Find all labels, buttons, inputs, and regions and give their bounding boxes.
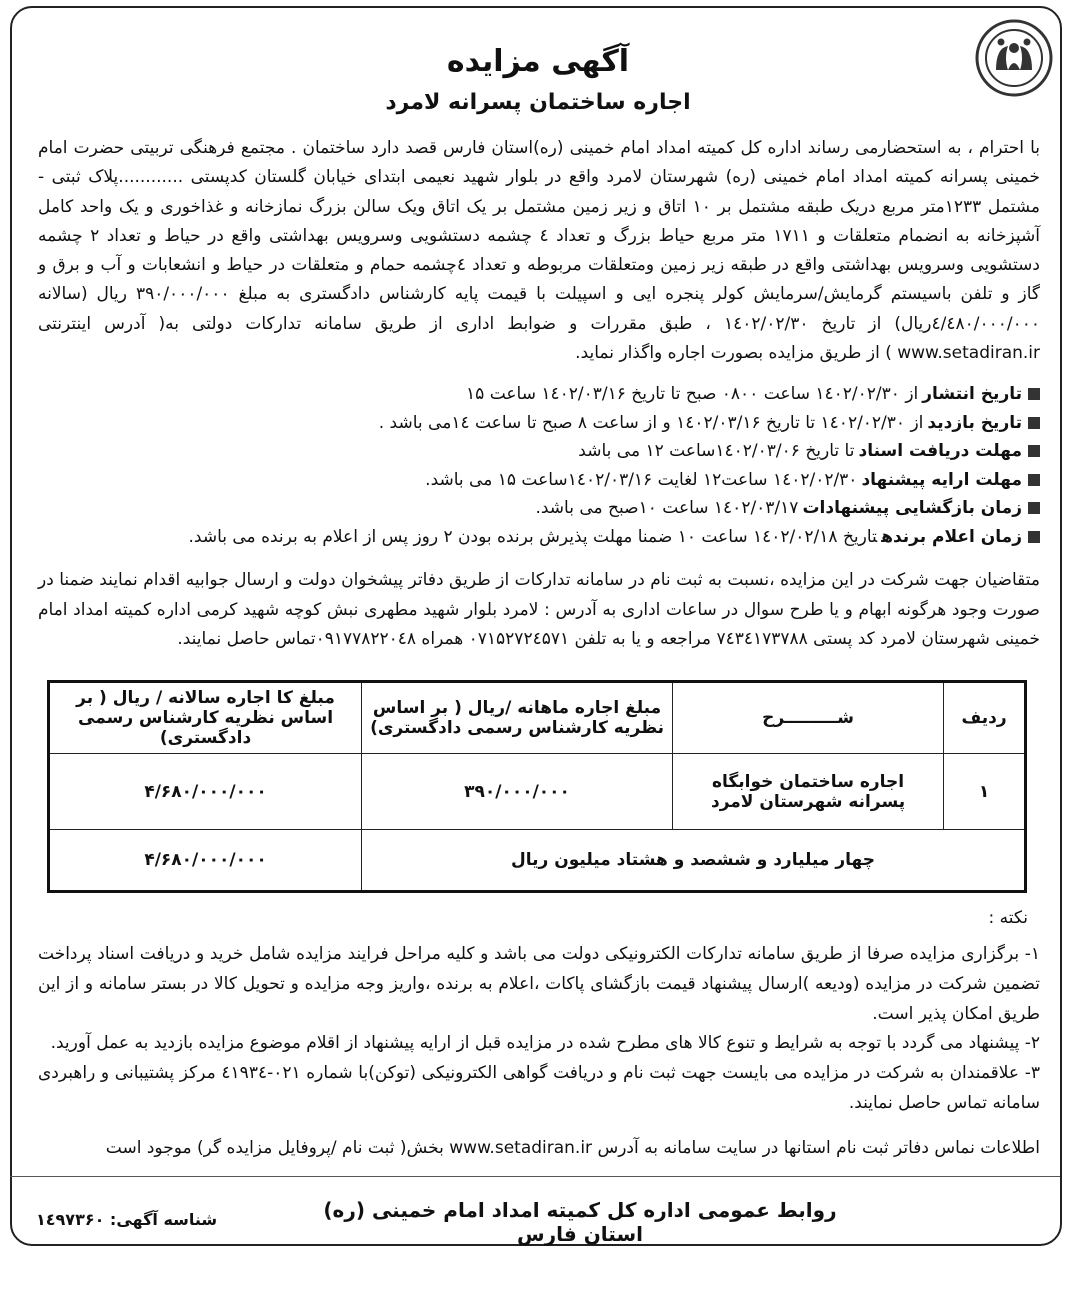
ad-title: آگهی مزایده	[446, 44, 630, 79]
notes-heading: نکته :	[988, 908, 1028, 928]
notes-list	[38, 940, 1040, 1119]
table-header-row	[49, 682, 1026, 754]
bullet-square-icon	[1028, 417, 1040, 429]
cell-total-annual: ۴/۶۸۰/۰۰۰/۰۰۰	[49, 830, 362, 892]
schedule-list	[38, 380, 1040, 551]
table-row	[49, 754, 1026, 830]
cell-monthly: ۳۹۰/۰۰۰/۰۰۰	[362, 754, 673, 830]
table-total-row	[49, 830, 1026, 892]
cell-total-words: چهار میلیارد و ششصد و هشتاد میلیون ریال	[362, 830, 1026, 892]
bullet-square-icon	[1028, 502, 1040, 514]
bullet-square-icon	[1028, 474, 1040, 486]
schedule-item-publish: تاریخ انتشاراز ۱٤۰۲/۰۲/۳۰ ساعت ۰۸۰۰ صبح تا تاریخ ۱٤۰۲/۰۳/۱۶ ساعت ۱۵	[38, 380, 1040, 409]
footer-organization: روابط عمومی اداره کل کمیته امداد امام خمینی (ره) استان فارس	[323, 1198, 837, 1246]
applicants-paragraph: متقاضیان جهت شرکت در این مزایده ،نسبت به ثبت نام در سامانه تدارکات از طریق دفاتر پیشخوان دولت و ارسال جوابیه اقدام نمایند ضمنا در صورت وجود هرگونه ابهام و یا طرح سوال در ساعات اداری به آدرس : لامرد بلوار شهید مطهری نبش کوچه شهید کرمی اداره کمیته امداد امام خمینی شهرستان لامرد کد پستی ۷٤۳٤۱۷۳۷۸۸ مراجعه و یا به تلفن ۰۷۱۵۲۷۲٤۵۷۱ همراه ۰۹۱۷۷۸۲۲۰٤۸تماس حاصل نمایند.	[38, 570, 1040, 649]
bullet-square-icon	[1028, 445, 1040, 457]
note-item: ۲- پیشنهاد می گردد با توجه به شرایط و تنوع کالا های مطرح شده در مزایده قبل از ارایه پیشنهاد از اقلام موضوع مزایده بازدید به عمل آورید.	[50, 1033, 1040, 1054]
cell-row-number: ۱	[944, 754, 1026, 830]
cell-annual: ۴/۶۸۰/۰۰۰/۰۰۰	[49, 754, 362, 830]
note-item: ۳- علاقمندان به شرکت در مزایده می بایست جهت ثبت نام و دریافت گواهی الکترونیکی (توکن)با شماره ۰۲۱-٤۱۹۳٤ مرکز پشتیبانی و راهبردی سامانه تماس حاصل نمایند.	[38, 1063, 1041, 1113]
col-header-row-number: ردیف	[944, 682, 1026, 754]
schedule-item-bid-deadline: مهلت ارایه پیشنهاد۱٤۰۲/۰۲/۳۰ ساعت۱۲ لغایت ۱٤۰۲/۰۳/۱۶ساعت ۱۵ می باشد.	[38, 466, 1040, 495]
rent-table	[47, 680, 1027, 893]
schedule-item-opening: زمان بازگشایی پیشنهادات۱٤۰۲/۰۳/۱۷ ساعت ۱۰صبح می باشد.	[38, 494, 1040, 523]
schedule-item-visit: تاریخ بازدیداز ۱٤۰۲/۰۲/۳۰ تا تاریخ ۱٤۰۲/۰۳/۱۶ و از ساعت ۸ صبح تا ساعت ۱٤می باشد .	[38, 409, 1040, 438]
bullet-square-icon	[1028, 531, 1040, 543]
bullet-square-icon	[1028, 388, 1040, 400]
schedule-item-documents-deadline: مهلت دریافت اسنادتا تاریخ ۱٤۰۲/۰۳/۰۶ساعت ۱۲ می باشد	[38, 437, 1040, 466]
schedule-item-winner: زمان اعلام برندهتاریخ ۱٤۰۲/۰۲/۱۸ ساعت ۱۰ ضمنا مهلت پذیرش برنده بودن ۲ روز پس از اعلام به برنده می باشد.	[38, 523, 1040, 552]
note-item: ۱- برگزاری مزایده صرفا از طریق سامانه تدارکات الکترونیکی دولت می باشد و کلیه مراحل فرایند مزایده شامل خرید و دریافت اسناد پرداخت تضمین شرکت در مزایده (ودیعه )ارسال پیشنهاد قیمت بازگشای پاکات ،اعلام به برنده ،واریز وجه مزایده و تحویل کالا در بستر سامانه و از این طریق امکان پذیر است.	[38, 944, 1040, 1024]
col-header-description: شـــــــــرح	[673, 682, 944, 754]
closing-paragraph: اطلاعات نماس دفاتر ثبت نام استانها در سایت سامانه به آدرس www.setadiran.ir بخش( ثبت نام /پروفایل مزایده گر) موجود است	[105, 1138, 1040, 1158]
col-header-monthly: مبلغ اجاره ماهانه /ریال ( بر اساس نظریه کارشناس رسمی دادگستری)	[362, 682, 673, 754]
cell-description: اجاره ساختمان خوابگاه پسرانه شهرستان لامرد	[673, 754, 944, 830]
ad-subtitle: اجاره ساختمان پسرانه لامرد	[385, 90, 691, 115]
intro-paragraph: با احترام ، به استحضارمی رساند اداره کل کمیته امداد امام خمینی (ره)استان فارس قصد دارد ساختمان . مجتمع فرهنگی تربیتی حضرت امام خمینی پسرانه کمیته امداد امام خمینی (ره) شهرستان لامرد واقع در بلوار شهید نعیمی ابتدای خیابان گلستان کدپستی ............پلاک ثبتی - مشتمل ۱۲۳۳متر مربع دریک طبقه مشتمل بر ۱۰ اتاق و زیر زمین مشتمل بر یک اتاق ویک سالن بزرگ نمازخانه و غذاخوری و یک واحد کامل آشپزخانه به انضمام متعلقات و ۱۷۱۱ متر مربع حیاط بزرگ و تعداد ٤ چشمه دستشویی وسرویس بهداشتی واقع در حیاط و تعداد ۲ چشمه دستشویی وسرویس بهداشتی واقع در طبقه زیر زمین ومتعلقات مربوطه و تعداد ٤چشمه حمام و متعلقات در حیاط و انشعابات و آب و برق و گاز و تلفن باسیستم گرمایش/سرمایش کولر پنجره ایی و اسپیلت با قیمت پایه کارشناس دادگستری به مبلغ ۳۹۰/۰۰۰/۰۰۰ ریال (سالانه ٤/٤۸۰/۰۰۰/۰۰۰ریال) از تاریخ ۱٤۰۲/۰۲/۳۰ ، طبق مقررات و ضوابط اداری از طریق سامانه تدارکات دولتی به( آدرس اینترنتی www.setadiran.ir ) از طریق مزایده بصورت اجاره واگذار نماید.	[38, 138, 1040, 364]
footer-divider	[10, 1176, 1060, 1177]
col-header-annual: مبلغ کا اجاره سالانه / ریال ( بر اساس نظریه کارشناس رسمی دادگستری)	[49, 682, 362, 754]
ad-id: شناسه آگهی: ۱٤۹۷۳۶۰	[36, 1210, 218, 1229]
